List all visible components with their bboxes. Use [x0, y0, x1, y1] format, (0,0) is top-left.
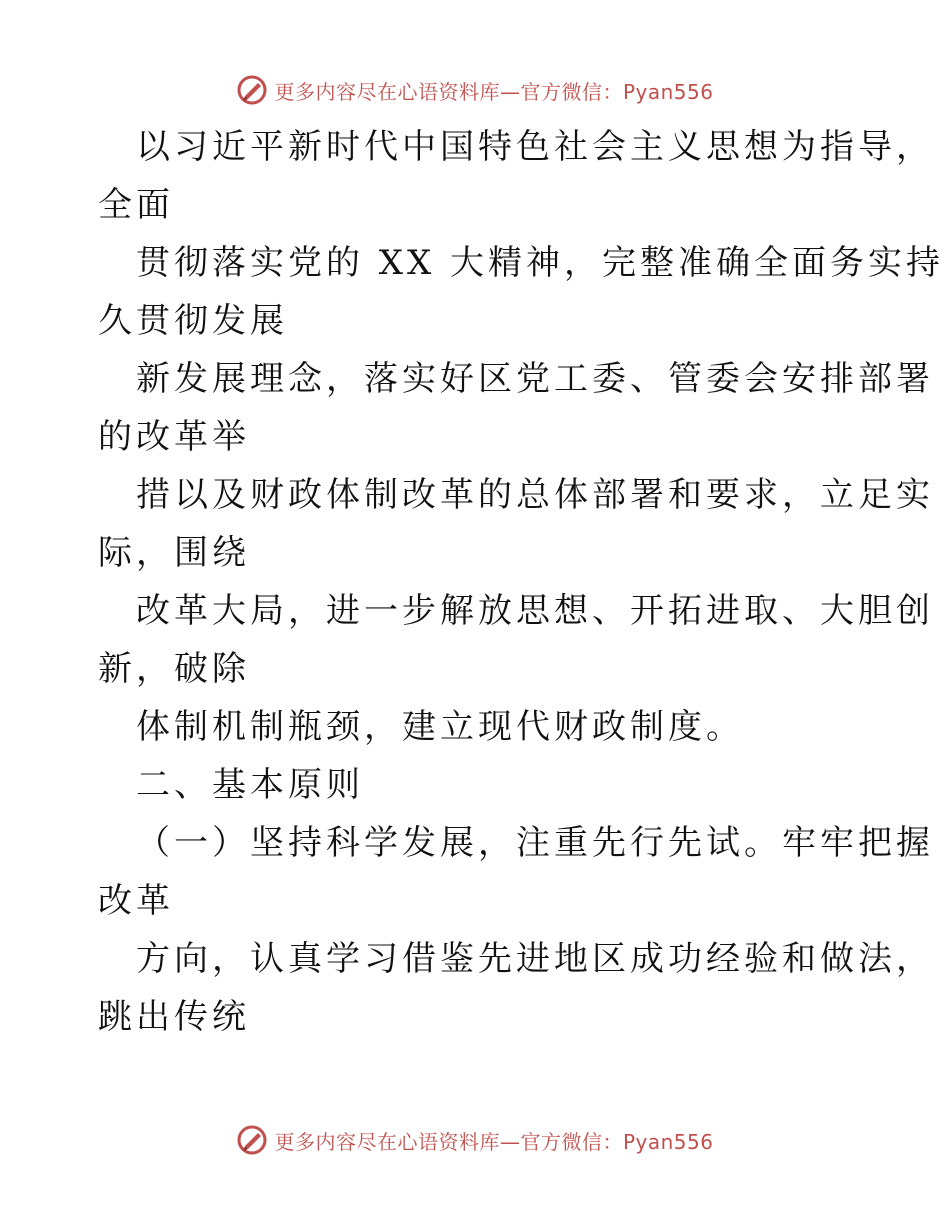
document-body: [98, 118, 945, 1046]
pen-logo-icon: [236, 1124, 268, 1156]
header-banner-text: 更多内容尽在心语资料库—官方微信：Pyan556: [274, 79, 714, 104]
paragraph-line: 跳出传统: [98, 997, 250, 1037]
paragraph-line: （一）坚持科学发展，注重先行先试。牢牢把握: [136, 823, 934, 863]
paragraph-line: 体制机制瓶颈，建立现代财政制度。: [136, 707, 744, 747]
pen-logo-icon: [236, 74, 268, 106]
paragraph-line: 新发展理念，落实好区党工委、管委会安排部署: [136, 359, 934, 399]
paragraph-line: 措以及财政体制改革的总体部署和要求，立足实: [136, 475, 934, 515]
paragraph-line: 改革大局，进一步解放思想、开拓进取、大胆创: [136, 591, 934, 631]
header-banner: [0, 72, 950, 108]
paragraph-line: 改革: [98, 881, 174, 921]
paragraph-line: 的改革举: [98, 417, 250, 457]
paragraph-line: 全面: [98, 185, 174, 225]
paragraph-line: 方向，认真学习借鉴先进地区成功经验和做法，: [136, 939, 934, 979]
paragraph-line: 以习近平新时代中国特色社会主义思想为指导，: [136, 127, 934, 167]
paragraph-line: 新，破除: [98, 649, 250, 689]
paragraph-line: 久贯彻发展: [98, 301, 288, 341]
paragraph-line: 际，围绕: [98, 533, 250, 573]
paragraph-line: 贯彻落实党的 XX 大精神，完整准确全面务实持: [136, 243, 945, 283]
footer-banner: [0, 1122, 950, 1158]
section-heading: 二、基本原则: [136, 765, 364, 805]
footer-banner-text: 更多内容尽在心语资料库—官方微信：Pyan556: [274, 1129, 714, 1154]
